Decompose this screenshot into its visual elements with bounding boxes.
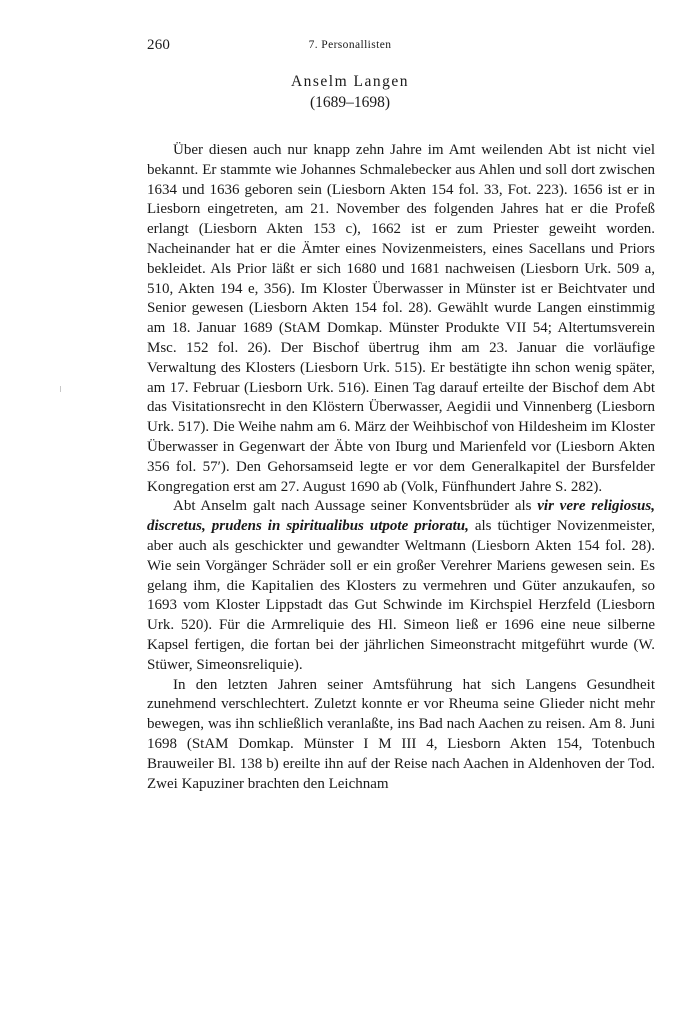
margin-mark: [60, 386, 61, 392]
entry-title: Anselm Langen: [290, 73, 410, 90]
entry-dates: (1689–1698): [309, 94, 391, 111]
body-text: [147, 141, 655, 794]
paragraph-3: In den letzten Jahren seiner Amtsführung hat sich Langens Gesundheit zunehmend verschlechtert. Zuletzt konnte er vor Rheuma seine Glieder nicht mehr bewegen, was ihn schließlich veranlaßte, ins Bad nach Aachen zu reisen. Am 8. Juni 1698 (StAM Domkap. Münster I M III 4, Liesborn Akten 154, Totenbuch Brauweiler Bl. 138 b) ereilte ihn auf der Reise nach Aachen in Aldenhoven der Tod. Zwei Kapuziner brachten den Leichnam: [147, 676, 655, 792]
entry-title-block: [0, 71, 700, 113]
paragraph-2: [147, 497, 655, 675]
page-number: 260: [147, 37, 171, 53]
running-head: 7. Personallisten: [308, 39, 392, 51]
paragraph-2-rest: als tüchtiger Novizenmeister, aber auch als geschickter und gewandter Weltmann (Liesborn Akten 154 fol. 28). Wie sein Vorgänger Schräder soll er ein großer Verehrer Mariens gewesen sein. Es gelang ihm, die Kapitalien des Klosters zu vermehren und Güter anzukaufen, so 1693 vom Kloster Lippstadt das Gut Schwinde im Kirchspiel Herzfeld (Liesborn Urk. 520). Für die Armreliquie des Hl. Simeon ließ er 1696 eine neue silberne Kapsel fertigen, die fortan bei der jährlichen Simeonstracht mitgeführt wurde (W. Stüwer, Simeonsreliquie).: [147, 518, 655, 673]
latin-quote: vir vere religiosus, discretus, prudens in spiritualibus utpote prioratu,: [147, 498, 655, 535]
paragraph-2-lead: Abt Anselm galt nach Aussage seiner Konventsbrüder als: [173, 498, 538, 515]
paragraph-1: Über diesen auch nur knapp zehn Jahre im Amt weilenden Abt ist nicht viel bekannt. Er stammte wie Johannes Schmalebecker aus Ahlen und soll dort zwischen 1634 und 1636 geboren sein (Liesborn Akten 154 fol. 33, Fot. 223). 1656 ist er in Liesborn eingetreten, am 21. November des folgenden Jahres hat er die Profeß erlangt (Liesborn Akten 153 c), 1662 ist er zum Priester geweiht worden. Nacheinander hat er die Ämter eines Novizenmeisters, eines Sacellans und Priors bekleidet. Als Prior läßt er sich 1680 und 1681 nachweisen (Liesborn Urk. 509 a, 510, Akten 194 e, 356). Im Kloster Überwasser in Münster ist er Beichtvater und Senior gewesen (Liesborn Akten 154 fol. 28). Gewählt wurde Langen einstimmig am 18. Januar 1689 (StAM Domkap. Münster Produkte VII 54; Altertumsverein Msc. 152 fol. 26). Der Bischof übertrug ihm am 23. Januar die vorläufige Verwaltung des Klosters (Liesborn Urk. 515). Er bestätigte ihn schon wenig später, am 17. Februar (Liesborn Urk. 516). Einen Tag darauf erteilte der Bischof dem Abt das Visitationsrecht in den Klöstern Überwasser, Aegidii und Vinnenberg (Liesborn Urk. 517). Die Weihe nahm am 6. März der Weihbischof von Hildesheim im Kloster Überwasser in Gegenwart der Äbte von Iburg und Marienfeld vor (Liesborn Akten 356 fol. 57′). Den Gehorsamseid legte er vor dem Generalkapitel der Bursfelder Kongregation erst am 27. August 1690 ab (Volk, Fünfhundert Jahre S. 282).: [147, 142, 655, 495]
